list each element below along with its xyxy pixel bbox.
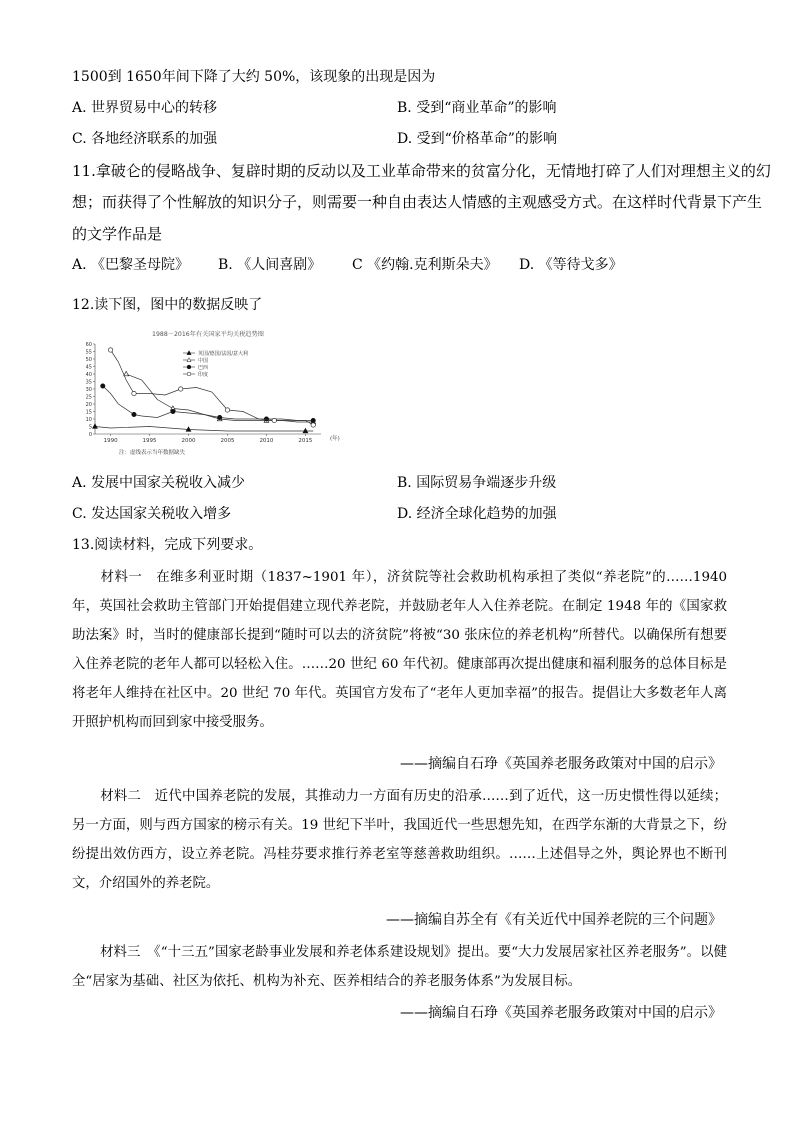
series-line-3 — [111, 350, 314, 425]
legend-marker-2 — [187, 365, 191, 369]
tariff-trend-chart — [75, 326, 340, 456]
y-tick-label: 15 — [85, 409, 92, 416]
y-tick-label: 50 — [85, 356, 92, 363]
q11-stem-line2: 想；而获得了个性解放的知识分子，则需要一种自由表达人情感的主观感受方式。在这样时代背景下产生 — [72, 193, 763, 211]
q11-option-b[interactable]: B. 《人间喜剧》 — [218, 257, 322, 273]
series-marker-1 — [124, 371, 129, 375]
x-tick-label: 2015 — [298, 438, 313, 444]
q11-option-d[interactable]: D. 《等待戈多》 — [519, 257, 623, 273]
x-tick-label: 2010 — [259, 438, 274, 444]
series-marker-3 — [311, 423, 315, 427]
chart-title: 1988－2016年有关国家平均关税趋势图 — [152, 331, 264, 338]
material-2-source: ——摘编自苏全有《有关近代中国养老院的三个问题》 — [386, 912, 722, 928]
series-marker-2 — [311, 418, 315, 422]
q10-stem: 1500到 1650年间下降了大约 50%，该现象的出现是因为 — [72, 69, 436, 85]
x-tick-label: 2005 — [220, 438, 235, 444]
series-marker-2 — [217, 415, 221, 419]
x-tick-label: 1990 — [103, 438, 118, 444]
y-tick-label: 60 — [85, 341, 92, 348]
y-tick-label: 35 — [85, 379, 92, 386]
q11-option-a[interactable]: A. 《巴黎圣母院》 — [72, 257, 190, 273]
legend-label-0: 英国/德国/法国/意大利 — [198, 350, 249, 357]
chart-note: 注：虚线表示当年数据缺失 — [119, 450, 186, 456]
y-tick-label: 25 — [85, 394, 92, 401]
q11-option-c[interactable]: C 《约翰.克利斯朵夫》 — [352, 257, 498, 273]
q12-stem: 12.读下图，图中的数据反映了 — [72, 297, 263, 313]
material-1-text: 材料一 在维多利亚时期（1837~1901 年），济贫院等社会救助机构承担了类似“养老院”的……1940 年，英国社会救助主管部门开始提倡建立现代养老院，并鼓励老年人入住养老院。在制定 1948 年的《国家救助法案》时，当时的健康部长提到“随时可以去的济贫院”将被“30 张床位的养老机构”所替代。以确保所有想要入住养老院的老年人都可以轻松入住。……20 世纪 60 年代初。健康部再次提出健康和福利服务的总体目标是将老年人维持在社区中。20 世纪 70 年代。英国官方发布了“老年人更加幸福”的报告。提倡让大多数老年人离开照护机构而回到家中接受服务。 — [72, 570, 727, 730]
y-tick-label: 10 — [85, 416, 92, 423]
legend-marker-1 — [187, 358, 191, 362]
q10-option-d[interactable]: D. 受到“价格革命”的影响 — [397, 131, 557, 147]
series-marker-0 — [303, 428, 308, 432]
y-tick-label: 45 — [85, 364, 92, 371]
series-marker-2 — [171, 409, 175, 413]
q12-option-a[interactable]: A. 发展中国家关税收入减少 — [72, 475, 246, 491]
material-3-text: 材料三 《“十三五”国家老龄事业发展和养老体系建设规划》提出。要“大力发展居家社区养老服务”。以健全“居家为基础、社区为依托、机构为补充、医养相结合的养老服务体系”为发展目标。 — [72, 945, 727, 989]
x-tick-label: 2000 — [181, 438, 196, 444]
series-marker-2 — [264, 417, 268, 421]
q11-stem-line1: 11.拿破仑的侵略战争、复辟时期的反动以及工业革命带来的贫富分化，无情地打碎了人们对理想主义的幻 — [72, 162, 771, 180]
q11-stem-line3: 的文学作品是 — [72, 225, 163, 243]
material-2 — [72, 782, 727, 898]
y-tick-label: 55 — [85, 349, 92, 356]
series-marker-0 — [93, 424, 98, 428]
chart-x-unit: (年) — [330, 436, 340, 442]
legend-label-1: 中国 — [198, 357, 209, 364]
series-marker-3 — [272, 418, 276, 422]
q12-option-b[interactable]: B. 国际贸易争端逐步升级 — [397, 475, 557, 491]
series-marker-2 — [132, 412, 136, 416]
material-2-text: 材料二 近代中国养老院的发展，其推动力一方面有历史的沿承……到了近代，这一历史惯性得以延续；另一方面，则与西方国家的榜示有关。19 世纪下半叶，我国近代一些思想先知，在西学东渐的大背景之下，纷纷提出效仿西方，设立养老院。冯桂芬要求推行养老室等慈善救助组织。……上述倡导之外，舆论界也不断刊文，介绍国外的养老院。 — [72, 789, 727, 891]
y-tick-label: 0 — [88, 431, 92, 438]
legend-marker-0 — [187, 351, 191, 355]
material-1 — [72, 563, 727, 737]
q10-option-a[interactable]: A. 世界贸易中心的转移 — [72, 100, 218, 116]
q12-option-c[interactable]: C. 发达国家关税收入增多 — [72, 506, 232, 522]
q13-stem: 13.阅读材料，完成下列要求。 — [72, 537, 263, 553]
series-marker-3 — [179, 387, 183, 391]
material-3 — [72, 938, 727, 996]
legend-label-2: 巴西 — [198, 364, 209, 371]
legend-label-3: 印度 — [198, 371, 209, 378]
chart-legend — [183, 350, 248, 378]
series-line-0 — [95, 427, 313, 432]
y-tick-label: 5 — [88, 424, 92, 431]
legend-marker-3 — [187, 372, 191, 376]
series-marker-3 — [225, 408, 229, 412]
y-tick-label: 30 — [85, 386, 92, 393]
series-marker-3 — [108, 348, 112, 352]
x-tick-label: 1995 — [142, 438, 157, 444]
q12-option-d[interactable]: D. 经济全球化趋势的加强 — [397, 506, 557, 522]
material-1-source: ——摘编自石琤《英国养老服务政策对中国的启示》 — [400, 756, 722, 772]
material-3-source: ——摘编自石琤《英国养老服务政策对中国的启示》 — [400, 1005, 722, 1021]
series-marker-3 — [132, 391, 136, 395]
series-marker-2 — [101, 384, 105, 388]
y-tick-label: 40 — [85, 371, 92, 378]
q10-option-c[interactable]: C. 各地经济联系的加强 — [72, 131, 218, 147]
y-tick-label: 20 — [85, 401, 92, 408]
series-line-1 — [126, 374, 313, 422]
q10-option-b[interactable]: B. 受到“商业革命”的影响 — [397, 100, 557, 116]
